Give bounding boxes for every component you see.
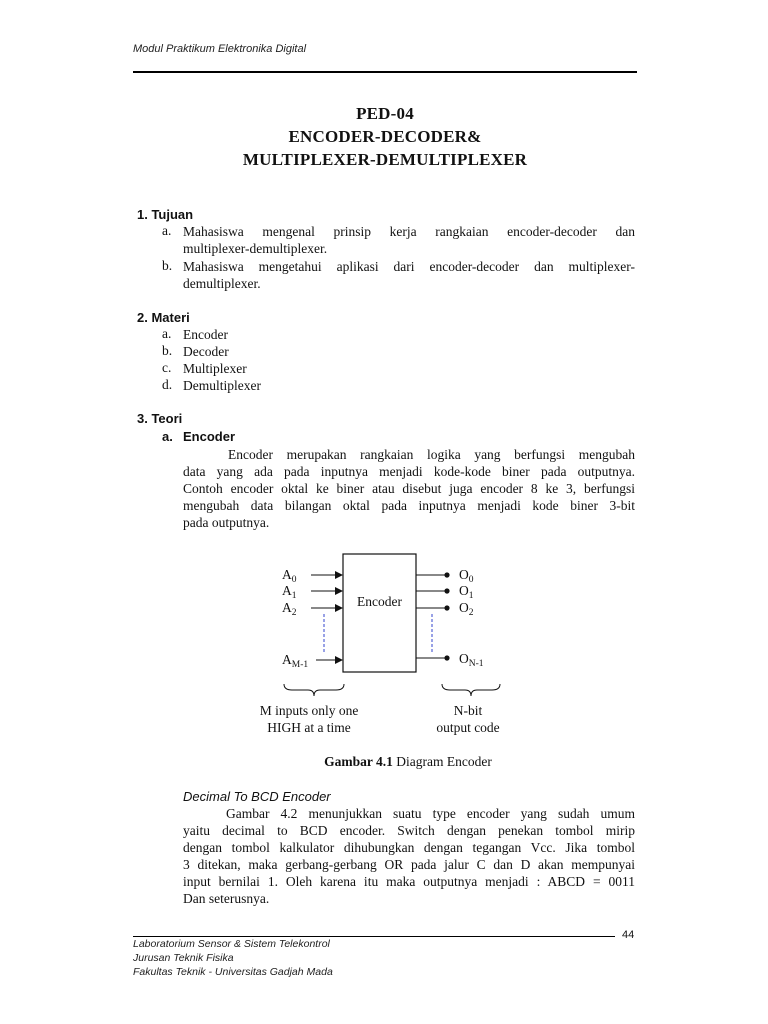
tujuan-item-b-line2: demultiplexer.: [183, 276, 261, 291]
output-label-o0: $O_0$: [459, 567, 474, 585]
running-header: Modul Praktikum Elektronika Digital: [133, 43, 307, 55]
bcd-paragraph-line2: yaitu decimal to BCD encoder. Switch dengan penekan tombol mirip: [183, 823, 635, 838]
figure-caption-number: Gambar 4.1: [324, 754, 393, 769]
bcd-paragraph-line3: dengan tombol kalkulator dihubungkan dengan tegangan Vcc. Jika tombol: [183, 840, 635, 855]
section-heading-tujuan: 1. Tujuan: [137, 207, 194, 222]
tujuan-item-b-line1: Mahasiswa mengetahui aplikasi dari encoder-decoder dan multiplexer-: [183, 259, 635, 274]
bcd-paragraph-line4: 3 ditekan, maka gerbang-gerbang OR pada jalur C dan D akan mempunyai: [183, 857, 635, 872]
teori-sub-heading-encoder: Encoder: [183, 429, 236, 444]
page-number: 44: [622, 929, 635, 941]
input-brace: [284, 684, 344, 696]
input-label-am1: $A_{M-1}$: [282, 652, 309, 670]
section-heading-teori: 3. Teori: [137, 411, 183, 426]
bcd-paragraph-line1: Gambar 4.2 menunjukkan suatu type encoder yang sudah umum: [226, 806, 635, 821]
tujuan-item-b-marker: b.: [162, 258, 173, 273]
input-label-a1: $A_1$: [282, 583, 297, 601]
bcd-paragraph-line6: Dan seterusnya.: [183, 891, 270, 906]
output-dot-o0: [444, 572, 449, 577]
materi-item-d: Demultiplexer: [183, 378, 261, 393]
input-note-line2: HIGH at a time: [267, 720, 351, 735]
materi-item-a: Encoder: [183, 327, 228, 342]
output-dot-on1: [444, 655, 449, 660]
output-dot-o1: [444, 588, 449, 593]
input-note-line1: M inputs only one: [259, 703, 359, 718]
title-line-1: ENCODER-DECODER&: [288, 127, 482, 146]
encoder-diagram: [259, 548, 520, 748]
output-label-on1: $O_{N-1}$: [459, 651, 484, 669]
output-label-o2: $O_2$: [459, 600, 474, 618]
output-note-line2: output code: [436, 720, 500, 735]
materi-item-a-marker: a.: [162, 326, 172, 341]
teori-sub-marker: a.: [162, 429, 173, 444]
materi-item-b: Decoder: [183, 344, 229, 359]
title-line-2: MULTIPLEXER-DEMULTIPLEXER: [242, 150, 528, 169]
encoder-paragraph-line2: data yang ada pada inputnya menjadi kode-kode biner pada outputnya.: [183, 464, 635, 479]
footer-line-3: Fakultas Teknik - Universitas Gadjah Mada: [133, 966, 333, 978]
footer-rule: [133, 936, 615, 937]
encoder-block-label: Encoder: [357, 594, 402, 609]
encoder-paragraph-line1: Encoder merupakan rangkaian logika yang berfungsi mengubah: [228, 447, 635, 462]
output-label-o1: $O_1$: [459, 583, 474, 601]
footer-line-1: Laboratorium Sensor & Sistem Telekontrol: [133, 938, 330, 950]
encoder-paragraph-line5: pada outputnya.: [183, 515, 270, 530]
section-heading-materi: 2. Materi: [137, 310, 190, 325]
output-note-line1: N-bit: [453, 703, 483, 718]
figure-caption-text: Diagram Encoder: [392, 754, 492, 769]
tujuan-item-a-line1: Mahasiswa mengenal prinsip kerja rangkaian encoder-decoder dan: [183, 224, 635, 239]
materi-item-d-marker: d.: [162, 377, 173, 392]
module-code: PED-04: [356, 104, 414, 123]
encoder-paragraph-line4: mengubah data bilangan oktal pada inputnya menjadi kode biner 3-bit: [183, 498, 635, 513]
output-dot-o2: [444, 605, 449, 610]
header-rule: [133, 71, 637, 73]
materi-item-c: Multiplexer: [183, 361, 247, 376]
tujuan-item-a-marker: a.: [162, 223, 172, 238]
footer-line-2: Jurusan Teknik Fisika: [133, 952, 234, 964]
encoder-block: [343, 554, 416, 672]
materi-item-c-marker: c.: [162, 360, 172, 375]
input-label-a0: $A_0$: [282, 567, 297, 585]
input-label-a2: $A_2$: [282, 600, 297, 618]
tujuan-item-a-line2: multiplexer-demultiplexer.: [183, 241, 328, 256]
output-brace: [442, 684, 500, 696]
subsection-heading-bcd: Decimal To BCD Encoder: [183, 789, 331, 804]
bcd-paragraph-line5: input bernilai 1. Oleh karena itu maka outputnya menjadi : ABCD = 0011: [183, 874, 635, 889]
encoder-paragraph-line3: Contoh encoder oktal ke biner atau disebut juga encoder 8 ke 3, berfungsi: [183, 481, 635, 496]
figure-caption: [183, 754, 633, 770]
materi-item-b-marker: b.: [162, 343, 173, 358]
